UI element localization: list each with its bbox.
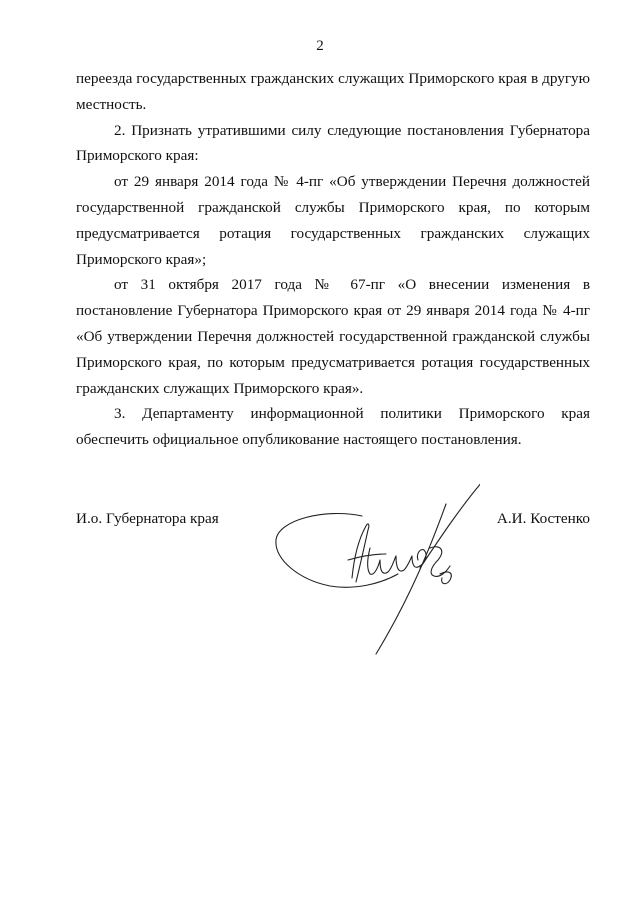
paragraph-continuation: переезда государственных гражданских служащих Приморского края в другую местность. bbox=[76, 70, 590, 113]
paragraph-decree-2017: от 31 октября 2017 года № 67-пг «О внесении изменения в постановление Губернатора Приморского края от 29 января 2014 года № 4-пг «Об утверждении Перечня должностей государственной гражданской службы Приморского края, по которым предусматривается ротация государственных гражданских служащих Приморского края». bbox=[76, 276, 590, 397]
handwritten-signature bbox=[270, 478, 480, 658]
paragraph-item-2: 2. Признать утратившими силу следующие постановления Губернатора Приморского края: bbox=[76, 121, 590, 165]
document-body bbox=[76, 66, 590, 453]
paragraph-item-3: 3. Департаменту информационной политики Приморского края обеспечить официальное опубликование настоящего постановления. bbox=[76, 405, 590, 449]
signatory-name: А.И. Костенко bbox=[496, 510, 590, 527]
page-number: 2 bbox=[316, 38, 324, 54]
paragraph-decree-2014: от 29 января 2014 года № 4-пг «Об утверждении Перечня должностей государственной гражданской службы Приморского края, по которым предусматривается ротация государственных гражданских служащих Приморского края»; bbox=[76, 173, 590, 268]
signatory-role: И.о. Губернатора края bbox=[76, 510, 219, 527]
